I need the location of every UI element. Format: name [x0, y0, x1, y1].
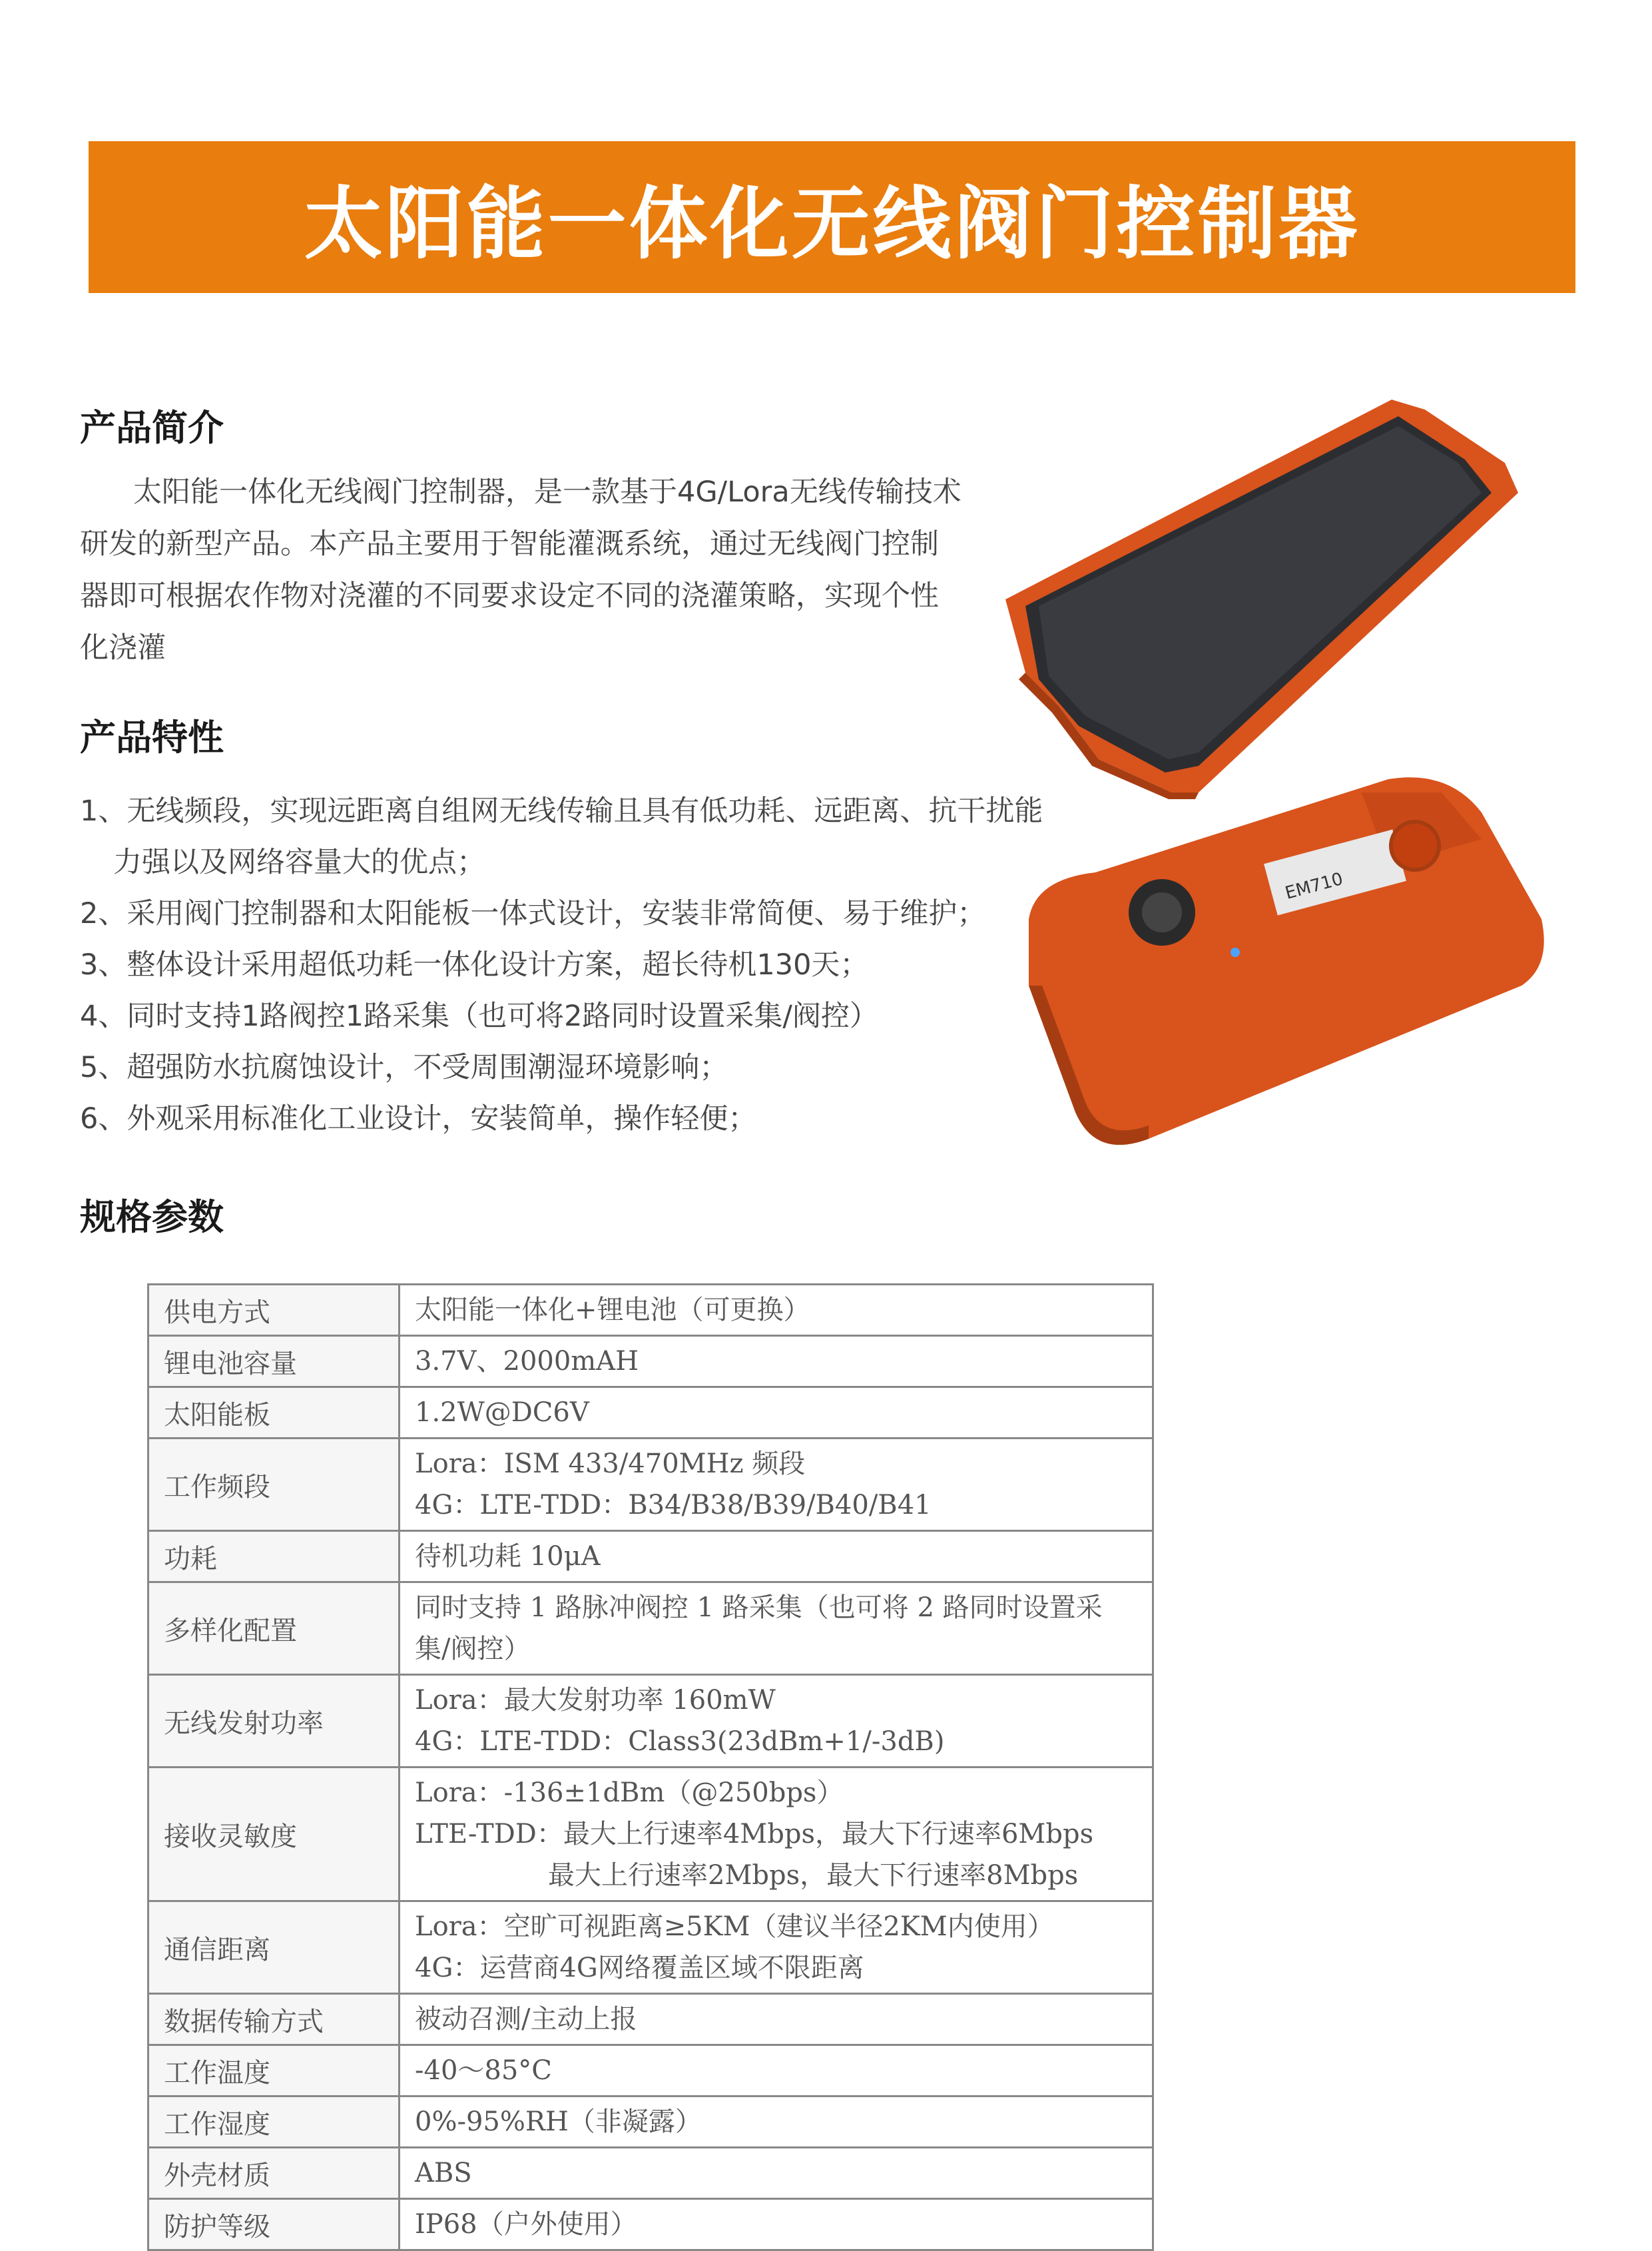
feature-item: 5、超强防水抗腐蚀设计，不受周围潮湿环境影响；	[80, 1051, 728, 1084]
table-row	[148, 1582, 1153, 1675]
spec-value: 1.2W@DC6V	[400, 1387, 1153, 1439]
table-row	[148, 1531, 1153, 1582]
spec-value: 被动召测/主动上报	[400, 1994, 1153, 2045]
table-row	[148, 2096, 1153, 2148]
spec-key: 接收灵敏度	[148, 1768, 400, 1901]
spec-value: 同时支持 1 路脉冲阀控 1 路采集（也可将 2 路同时设置采集/阀控）	[400, 1582, 1153, 1675]
spec-value: IP68（户外使用）	[400, 2199, 1153, 2250]
spec-table	[147, 1283, 1154, 2251]
features-heading: 产品特性	[80, 717, 224, 759]
spec-value: Lora：最大发射功率 160mW 4G：LTE-TDD：Class3(23dBm+1/-3dB)	[400, 1675, 1153, 1768]
spec-key: 工作频段	[148, 1439, 400, 1531]
feature-item: 1、无线频段，实现远距离自组网无线传输且具有低功耗、远距离、抗干扰能力强以及网络容量大的优点；	[80, 795, 1043, 879]
spec-value: ABS	[400, 2148, 1153, 2199]
spec-value: 3.7V、2000mAH	[400, 1336, 1153, 1387]
feature-item: 4、同时支持1路阀控1路采集（也可将2路同时设置采集/阀控）	[80, 1000, 878, 1033]
spec-value: Lora：空旷可视距离≥5KM（建议半径2KM内使用） 4G：运营商4G网络覆盖区域不限距离	[400, 1901, 1153, 1994]
spec-value: Lora：-136±1dBm（@250bps） LTE-TDD：最大上行速率4Mbps，最大下行速率6Mbps 最大上行速率2Mbps，最大下行速率8Mbps	[400, 1768, 1153, 1901]
table-row	[148, 1336, 1153, 1387]
features-list	[80, 786, 1052, 1145]
spec-value: 太阳能一体化+锂电池（可更换）	[400, 1285, 1153, 1336]
device-label: EM710	[1282, 868, 1346, 904]
spec-key: 供电方式	[148, 1285, 400, 1336]
specs-heading: 规格参数	[80, 1196, 224, 1238]
solar-panel-image	[999, 386, 1545, 799]
spec-key: 通信距离	[148, 1901, 400, 1994]
spec-key: 防护等级	[148, 2199, 400, 2250]
spec-value: 0%-95%RH（非凝露）	[400, 2096, 1153, 2148]
table-row	[148, 1675, 1153, 1768]
spec-value: 待机功耗 10μA	[400, 1531, 1153, 1582]
table-row	[148, 1285, 1153, 1336]
spec-value: Lora：ISM 433/470MHz 频段 4G：LTE-TDD：B34/B38/B39/B40/B41	[400, 1439, 1153, 1531]
title-banner	[89, 141, 1575, 293]
page-title: 太阳能一体化无线阀门控制器	[304, 178, 1360, 270]
table-row	[148, 2045, 1153, 2096]
spec-key: 太阳能板	[148, 1387, 400, 1439]
spec-key: 多样化配置	[148, 1582, 400, 1675]
spec-key: 无线发射功率	[148, 1675, 400, 1768]
spec-key: 功耗	[148, 1531, 400, 1582]
spec-key: 工作温度	[148, 2045, 400, 2096]
table-row	[148, 2148, 1153, 2199]
feature-item: 2、采用阀门控制器和太阳能板一体式设计，安装非常简便、易于维护；	[80, 897, 986, 930]
spec-key: 锂电池容量	[148, 1336, 400, 1387]
feature-item: 6、外观采用标准化工业设计，安装简单，操作轻便；	[80, 1102, 757, 1135]
spec-key: 外壳材质	[148, 2148, 400, 2199]
table-row	[148, 1387, 1153, 1439]
table-row	[148, 1901, 1153, 1994]
intro-text: 太阳能一体化无线阀门控制器，是一款基于4G/Lora无线传输技术研发的新型产品。本产品主要用于智能灌溉系统，通过无线阀门控制器即可根据农作物对浇灌的不同要求设定不同的浇灌策略，实现个性化浇灌	[80, 476, 962, 665]
spec-value: -40～85°C	[400, 2045, 1153, 2096]
table-row	[148, 1439, 1153, 1531]
table-row	[148, 1768, 1153, 1901]
feature-item: 3、整体设计采用超低功耗一体化设计方案，超长待机130天；	[80, 948, 869, 982]
table-row	[148, 1994, 1153, 2045]
controller-image	[1015, 766, 1561, 1152]
spec-key: 工作湿度	[148, 2096, 400, 2148]
intro-heading: 产品简介	[80, 407, 224, 449]
spec-key: 数据传输方式	[148, 1994, 400, 2045]
